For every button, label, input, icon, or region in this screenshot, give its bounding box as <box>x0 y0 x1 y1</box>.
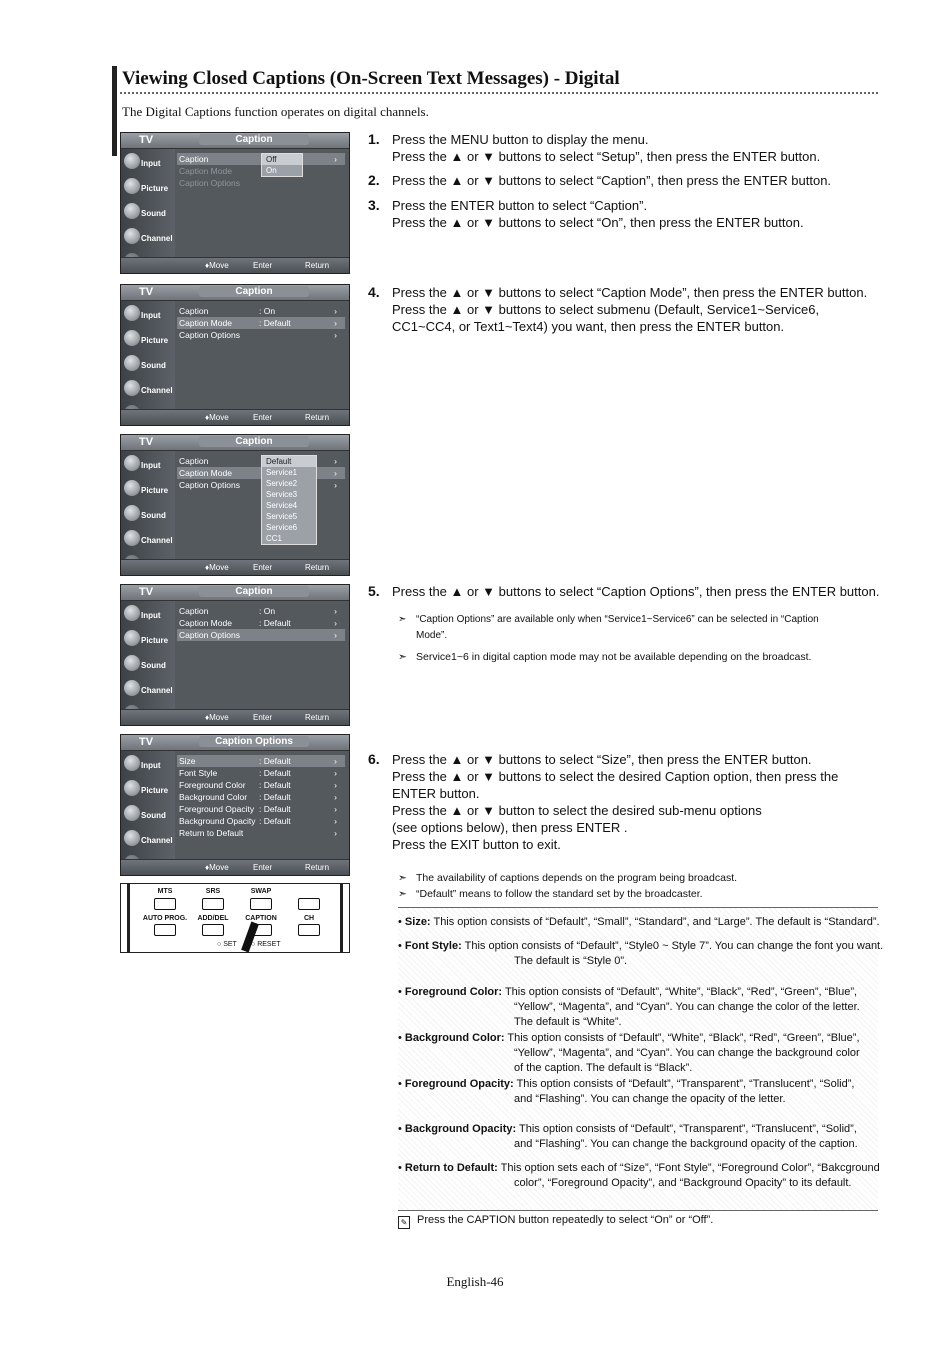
move-hint: ♦Move <box>205 261 229 270</box>
note-text: “Default” means to follow the standard set by the broadcaster. <box>416 888 703 900</box>
menu-sidebar <box>121 451 175 559</box>
menu-row <box>177 305 345 317</box>
option-label: Size: <box>404 916 431 928</box>
ch-up-button <box>298 898 320 910</box>
note-arrow-icon: ➣ <box>398 888 407 900</box>
menu-row-value: : Default <box>259 318 291 328</box>
sidebar-item-label: Picture <box>141 786 169 795</box>
note-arrow-icon: ➣ <box>398 614 407 625</box>
menu-header <box>121 133 349 149</box>
menu-header <box>121 585 349 601</box>
menu-row <box>177 629 345 641</box>
option-label: Background Color: <box>404 1032 505 1044</box>
step-line: Press the ▲ or ▼ buttons to select “Size”, then press the ENTER button. <box>392 752 812 767</box>
menu-footer <box>121 859 349 875</box>
input-icon <box>124 153 140 169</box>
chevron-right-icon: › <box>334 318 337 328</box>
popup-option: Service1 <box>266 468 298 477</box>
menu-row-label: Caption Options <box>179 330 240 340</box>
add-del-button <box>202 924 224 936</box>
input-icon <box>124 755 140 771</box>
option-text: This option sets each of “Size”, “Font Style”, “Foreground Color”, “Bakcground <box>500 1162 880 1174</box>
sidebar-item-input <box>121 301 175 326</box>
swap-button <box>250 898 272 910</box>
chevron-right-icon: › <box>334 468 337 478</box>
menu-row-label: Caption Mode <box>179 166 232 176</box>
chevron-right-icon: › <box>334 606 337 616</box>
caption-label: CAPTION <box>245 915 277 922</box>
chevron-right-icon: › <box>334 154 337 164</box>
menu-row-label: Caption <box>179 154 209 164</box>
chevron-right-icon: › <box>334 456 337 466</box>
sidebar-item-label: Picture <box>141 636 169 645</box>
sidebar-item-channel <box>121 526 175 551</box>
channel-icon <box>124 228 140 244</box>
menu-row-label: Background Color <box>179 792 248 802</box>
popup-option: Service3 <box>266 490 298 499</box>
sidebar-item-label: Input <box>141 761 161 770</box>
menu-footer <box>121 709 349 725</box>
remote-edge-right <box>340 884 343 952</box>
page-title: Viewing Closed Captions (On-Screen Text Messages) - Digital <box>122 68 620 89</box>
note-step5-b <box>398 649 811 665</box>
sidebar-item-input <box>121 149 175 174</box>
menu-row <box>177 767 345 779</box>
option-text: color”, “Foreground Opacity”, and “Background Opacity” to its default. <box>514 1177 852 1189</box>
menu-title: Caption <box>199 436 309 447</box>
step-line: Press the ▲ or ▼ buttons to select “Caption”, then press the ENTER button. <box>392 173 832 188</box>
menu-popup <box>261 455 317 545</box>
section-marker <box>112 66 117 156</box>
auto-prog-label: AUTO PROG. <box>142 915 188 922</box>
move-hint: ♦Move <box>205 413 229 422</box>
popup-option: Service6 <box>266 523 298 532</box>
menu-row-value: : On <box>259 306 276 316</box>
sidebar-item-label: Sound <box>141 811 166 820</box>
note-step6-a <box>398 870 737 886</box>
sidebar-item-sound <box>121 651 175 676</box>
intro-text: The Digital Captions function operates on digital channels. <box>122 104 429 119</box>
menu-title: Caption <box>199 586 309 597</box>
sidebar-item-label: Channel <box>141 234 173 243</box>
channel-icon <box>124 830 140 846</box>
set-label-text: SET <box>223 941 237 948</box>
note-text: Service1~6 in digital caption mode may not be available depending on the broadcast. <box>416 651 812 663</box>
menu-row-label: Caption <box>179 456 209 466</box>
sidebar-item-label: Picture <box>141 184 169 193</box>
sidebar-item-picture <box>121 326 175 351</box>
menu-row-label: Caption Options <box>179 480 240 490</box>
sidebar-item-sound <box>121 501 175 526</box>
page-number: English-46 <box>446 1274 504 1289</box>
popup-option: Service2 <box>266 479 298 488</box>
sidebar-item-label: Picture <box>141 486 169 495</box>
option-text: “Yellow”, “Magenta”, and “Cyan”. You can change the background color <box>514 1047 860 1059</box>
sidebar-item-label: Channel <box>141 686 173 695</box>
chevron-right-icon: › <box>334 780 337 790</box>
tv-menu-screen <box>120 132 350 274</box>
enter-hint: Enter <box>253 563 273 572</box>
memo-note <box>398 1214 713 1229</box>
chevron-right-icon: › <box>334 618 337 628</box>
sidebar-item-channel <box>121 376 175 401</box>
chevron-right-icon: › <box>334 768 337 778</box>
option-label: Background Opacity: <box>404 1123 517 1135</box>
menu-footer <box>121 409 349 425</box>
return-hint: Return <box>305 413 330 422</box>
sidebar-item-label: Channel <box>141 536 173 545</box>
option-item: • Background Opacity: This option consists of “Default”, “Transparent”, “Translucent”, “Solid”, and “Flashing”. You can change the background opacity of the caption. <box>398 1123 858 1150</box>
note-arrow-icon: ➣ <box>398 651 407 663</box>
sidebar-item-channel <box>121 224 175 249</box>
option-item: • Background Color: This option consists of “Default”, “White”, “Black”, “Red”, “Green”, “Blue”, “Yellow”, “Magenta”, and “Cyan”. You can change the background color of the caption. The default is “Black”. <box>398 1032 860 1074</box>
sidebar-item-label: Channel <box>141 386 173 395</box>
option-text: and “Flashing”. You can change the background opacity of the caption. <box>514 1138 858 1150</box>
chevron-right-icon: › <box>334 828 337 838</box>
option-text: This option consists of “Default”, “Style0 ~ Style 7”. You can change the font you want. <box>464 940 884 952</box>
caption-options-box <box>398 907 884 1211</box>
option-text: This option consists of “Default”, “White”, “Black”, “Red”, “Green”, “Blue”, <box>507 1032 860 1044</box>
note-step5-a-cont: Mode”. <box>416 630 448 641</box>
menu-row-label: Caption <box>179 606 209 616</box>
step-line: CC1~CC4, or Text1~Text4) you want, then press the ENTER button. <box>392 319 785 334</box>
step-line: ENTER button. <box>392 786 480 801</box>
reset-label-text: RESET <box>257 941 281 948</box>
menu-row <box>177 815 345 827</box>
auto-prog-button <box>154 924 176 936</box>
move-hint: ♦Move <box>205 563 229 572</box>
option-text: of the caption. The default is “Black”. <box>514 1062 693 1074</box>
return-hint: Return <box>305 563 330 572</box>
sidebar-item-picture <box>121 626 175 651</box>
option-item: • Font Style: This option consists of “Default”, “Style0 ~ Style 7”. You can change the font you want. The default is “Style 0”. <box>398 940 884 967</box>
menu-row-value: : Default <box>259 780 291 790</box>
memo-icon: ✎ <box>398 1216 410 1229</box>
remote-control-illustration <box>120 883 350 953</box>
input-icon <box>124 455 140 471</box>
menu-sidebar <box>121 751 175 859</box>
sidebar-item-label: Channel <box>141 836 173 845</box>
popup-option: Default <box>262 456 316 467</box>
menu-row <box>177 827 345 839</box>
sound-icon <box>124 355 140 371</box>
sidebar-item-label: Picture <box>141 336 169 345</box>
sidebar-item-input <box>121 601 175 626</box>
picture-icon <box>124 330 140 346</box>
option-label: Foreground Opacity: <box>404 1078 514 1090</box>
ch-label: CH <box>303 915 315 922</box>
ch-down-button <box>298 924 320 936</box>
menu-row <box>177 317 345 329</box>
option-text: “Yellow”, “Magenta”, and “Cyan”. You can change the color of the letter. <box>514 1001 860 1013</box>
chevron-right-icon: › <box>334 756 337 766</box>
return-hint: Return <box>305 713 330 722</box>
move-hint: ♦Move <box>205 713 229 722</box>
sidebar-item-label: Input <box>141 311 161 320</box>
note-step5-a <box>398 612 819 628</box>
return-hint: Return <box>305 863 330 872</box>
menu-row <box>177 177 345 189</box>
option-text: This option consists of “Default”, “Transparent”, “Translucent”, “Solid”, <box>519 1123 857 1135</box>
menu-row-label: Background Opacity <box>179 816 256 826</box>
sound-icon <box>124 655 140 671</box>
step-line: (see options below), then press ENTER . <box>392 820 628 835</box>
note-arrow-icon: ➣ <box>398 872 407 884</box>
picture-icon <box>124 480 140 496</box>
menu-row <box>177 617 345 629</box>
sidebar-item-sound <box>121 801 175 826</box>
menu-sidebar <box>121 301 175 409</box>
picture-icon <box>124 178 140 194</box>
step-number: 2. <box>368 172 380 188</box>
enter-hint: Enter <box>253 413 273 422</box>
menu-row-label: Caption Mode <box>179 318 232 328</box>
menu-row <box>177 605 345 617</box>
return-hint: Return <box>305 261 330 270</box>
menu-row-value: : Default <box>259 792 291 802</box>
sidebar-item-picture <box>121 776 175 801</box>
menu-sidebar <box>121 601 175 709</box>
popup-option: CC1 <box>266 534 283 543</box>
chevron-right-icon: › <box>334 804 337 814</box>
step-number: 5. <box>368 583 380 599</box>
input-icon <box>124 305 140 321</box>
sidebar-item-label: Sound <box>141 511 166 520</box>
step-line: Press the ▲ or ▼ buttons to select “Setup”, then press the ENTER button. <box>392 149 821 164</box>
menu-row-label: Foreground Opacity <box>179 804 255 814</box>
tv-label: TV <box>139 134 154 146</box>
sidebar-item-label: Input <box>141 159 161 168</box>
note-text: “Caption Options” are available only when “Service1~Service6” can be selected in “Caption <box>416 614 819 625</box>
menu-footer <box>121 559 349 575</box>
menu-row-value: : Default <box>259 768 291 778</box>
step-number: 1. <box>368 131 380 147</box>
swap-label: SWAP <box>250 888 272 895</box>
chevron-right-icon: › <box>334 480 337 490</box>
menu-header <box>121 735 349 751</box>
menu-row-label: Caption Options <box>179 178 240 188</box>
sidebar-item-label: Sound <box>141 209 166 218</box>
tv-label: TV <box>139 736 154 748</box>
option-text: and “Flashing”. You can change the opacity of the letter. <box>514 1093 786 1105</box>
memo-text: Press the CAPTION button repeatedly to select “On” or “Off”. <box>417 1214 714 1226</box>
option-label: Foreground Color: <box>404 986 503 998</box>
add-del-label: ADD/DEL <box>197 915 229 922</box>
menu-row-label: Size <box>179 756 196 766</box>
enter-hint: Enter <box>253 863 273 872</box>
sidebar-item-input <box>121 451 175 476</box>
chevron-right-icon: › <box>334 816 337 826</box>
popup-option: Service4 <box>266 501 298 510</box>
menu-row-label: Caption Mode <box>179 468 232 478</box>
menu-row-label: Return to Default <box>179 828 244 838</box>
step-line: Press the ▲ or ▼ buttons to select the desired Caption option, then press the <box>392 769 839 784</box>
menu-row-label: Font Style <box>179 768 218 778</box>
channel-icon <box>124 530 140 546</box>
enter-hint: Enter <box>253 713 273 722</box>
option-text: This option consists of “Default”, “Small”, “Standard”, and “Large”. The default is “Standard”. <box>433 916 880 928</box>
srs-label: SRS <box>205 888 221 895</box>
menu-row <box>177 755 345 767</box>
note-step6-b <box>398 886 703 902</box>
sidebar-item-picture <box>121 476 175 501</box>
menu-header <box>121 285 349 301</box>
option-label: Font Style: <box>404 940 462 952</box>
tv-label: TV <box>139 436 154 448</box>
option-text: The default is “White”. <box>514 1016 622 1028</box>
menu-rows <box>177 755 345 839</box>
sidebar-item-label: Input <box>141 461 161 470</box>
tv-menu-screen <box>120 734 350 876</box>
menu-row-value: : Default <box>259 804 291 814</box>
sidebar-item-input <box>121 751 175 776</box>
title-divider <box>120 92 878 94</box>
step-line: Press the ▲ or ▼ buttons to select submenu (Default, Service1~Service6, <box>392 302 820 317</box>
menu-sidebar <box>121 149 175 257</box>
option-item: • Foreground Color: This option consists of “Default”, “White”, “Black”, “Red”, “Green”, “Blue”, “Yellow”, “Magenta”, and “Cyan”. You can change the color of the letter. The default is “White”. <box>398 986 860 1028</box>
menu-row <box>177 803 345 815</box>
sidebar-item-sound <box>121 199 175 224</box>
option-item: • Return to Default: This option sets each of “Size”, “Font Style”, “Foreground Color”, “Bakcground color”, “Foreground Opacity”, and “Background Opacity” to its default. <box>398 1162 880 1189</box>
menu-title: Caption <box>199 134 309 145</box>
step-number: 6. <box>368 751 380 767</box>
menu-row-label: Caption Mode <box>179 618 232 628</box>
sound-icon <box>124 505 140 521</box>
popup-option: Off <box>262 154 302 165</box>
menu-rows <box>177 305 345 341</box>
step-number: 4. <box>368 284 380 300</box>
menu-row <box>177 791 345 803</box>
sidebar-item-label: Sound <box>141 361 166 370</box>
option-label: Return to Default: <box>404 1162 498 1174</box>
tv-label: TV <box>139 286 154 298</box>
option-text: This option consists of “Default”, “Transparent”, “Translucent”, “Solid”, <box>516 1078 855 1090</box>
mts-button <box>154 898 176 910</box>
sidebar-item-channel <box>121 676 175 701</box>
menu-rows <box>177 605 345 641</box>
chevron-right-icon: › <box>334 630 337 640</box>
menu-footer <box>121 257 349 273</box>
sidebar-item-sound <box>121 351 175 376</box>
tv-menu-screen <box>120 284 350 426</box>
menu-popup <box>261 153 303 177</box>
menu-row-label: Caption Options <box>179 630 240 640</box>
menu-title: Caption <box>199 286 309 297</box>
set-label: ○ SET <box>217 941 237 948</box>
move-hint: ♦Move <box>205 863 229 872</box>
enter-hint: Enter <box>253 261 273 270</box>
chevron-right-icon: › <box>334 330 337 340</box>
step-line: Press the ENTER button to select “Caption”. <box>392 198 648 213</box>
sidebar-item-picture <box>121 174 175 199</box>
tv-menu-screen <box>120 584 350 726</box>
menu-row-value: : On <box>259 606 276 616</box>
sound-icon <box>124 805 140 821</box>
note-text: The availability of captions depends on the program being broadcast. <box>416 872 738 884</box>
step-line: Press the EXIT button to exit. <box>392 837 561 852</box>
menu-row-value: : Default <box>259 618 291 628</box>
tv-label: TV <box>139 586 154 598</box>
sound-icon <box>124 203 140 219</box>
step-line: Press the ▲ or ▼ buttons to select “Caption Options”, then press the ENTER button. <box>392 584 880 599</box>
picture-icon <box>124 780 140 796</box>
chevron-right-icon: › <box>334 306 337 316</box>
sidebar-item-label: Sound <box>141 661 166 670</box>
channel-icon <box>124 680 140 696</box>
option-text: The default is “Style 0”. <box>514 955 628 967</box>
step-line: Press the ▲ or ▼ buttons to select “Caption Mode”, then press the ENTER button. <box>392 285 868 300</box>
menu-row-label: Foreground Color <box>179 780 246 790</box>
menu-row <box>177 329 345 341</box>
menu-row-value: : Default <box>259 816 291 826</box>
popup-option: On <box>266 166 277 175</box>
sidebar-item-label: Input <box>141 611 161 620</box>
menu-title: Caption Options <box>199 736 309 747</box>
menu-row-value: : Default <box>259 756 291 766</box>
step-number: 3. <box>368 197 380 213</box>
reset-label: ○ RESET <box>251 941 281 948</box>
input-icon <box>124 605 140 621</box>
chevron-right-icon: › <box>334 792 337 802</box>
option-item: • Size: This option consists of “Default”, “Small”, “Standard”, and “Large”. The default is “Standard”. <box>398 916 880 928</box>
mts-label: MTS <box>157 888 173 895</box>
popup-option: Service5 <box>266 512 298 521</box>
menu-header <box>121 435 349 451</box>
srs-button <box>202 898 224 910</box>
option-text: This option consists of “Default”, “White”, “Black”, “Red”, “Green”, “Blue”, <box>504 986 858 998</box>
sidebar-item-channel <box>121 826 175 851</box>
step-line: Press the MENU button to display the menu. <box>392 132 649 147</box>
remote-edge-left <box>127 884 130 952</box>
channel-icon <box>124 380 140 396</box>
tv-menu-screen <box>120 434 350 576</box>
menu-row-label: Caption <box>179 306 209 316</box>
picture-icon <box>124 630 140 646</box>
step-line: Press the ▲ or ▼ button to select the desired sub-menu options <box>392 803 762 818</box>
step-line: Press the ▲ or ▼ buttons to select “On”, then press the ENTER button. <box>392 215 804 230</box>
option-item: • Foreground Opacity: This option consists of “Default”, “Transparent”, “Translucent”, “Solid”, and “Flashing”. You can change the opacity of the letter. <box>398 1078 855 1105</box>
menu-row <box>177 779 345 791</box>
